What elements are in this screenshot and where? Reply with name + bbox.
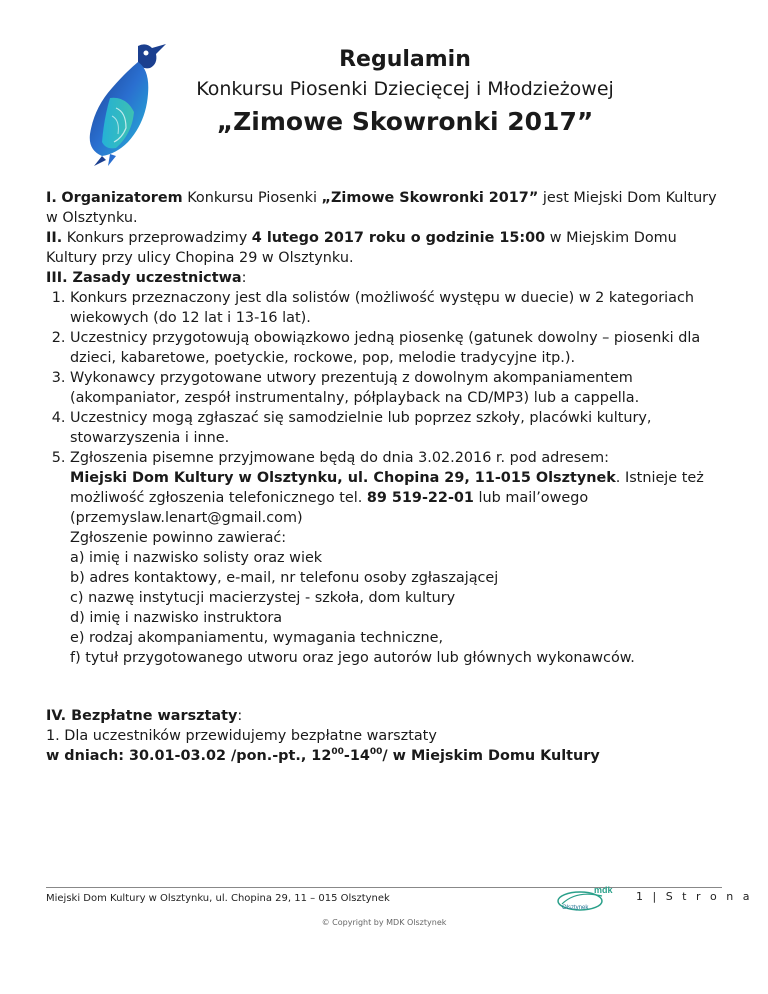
page-indicator — [636, 890, 752, 903]
requirements-intro: Zgłoszenie powinno zawierać: — [70, 530, 287, 546]
rules-heading: III. Zasady uczestnictwa — [46, 270, 242, 286]
requirement-item: c) nazwę instytucji macierzystej - szkoła, dom kultury — [70, 590, 456, 606]
rule-item-4: 4. Uczestnicy mogą zgłaszać się samodzielnie lub poprzez szkoły, placówki kultury, stowarzyszenia i inne. — [70, 408, 726, 448]
rule-item-2: 2. Uczestnicy przygotowują obowiązkowo jedną piosenkę (gatunek dowolny – piosenki dla dzieci, kabaretowe, poetyckie, rockowe, pop, melodie tradycyjne itp.). — [70, 328, 726, 368]
requirement-item: b) adres kontaktowy, e-mail, nr telefonu osoby zgłaszającej — [70, 570, 499, 586]
rules-list — [46, 288, 726, 668]
rule-item-3: 3. Wykonawcy przygotowane utwory prezentują z dowolnym akompaniamentem (akompaniator, zespół instrumentalny, półplayback na CD/MP3) lub a cappella. — [70, 368, 726, 408]
section-date — [46, 228, 726, 268]
document-header — [190, 44, 620, 138]
rule-item-5 — [70, 448, 726, 668]
date-text-2: w Miejskim Domu Kultury przy ulicy Chopina 29 w Olsztynku. — [46, 230, 677, 266]
requirement-item: d) imię i nazwisko instruktora — [70, 610, 283, 626]
workshops-dates-c: / w Miejskim Domu Kultury — [382, 748, 600, 764]
requirement-item: f) tytuł przygotowanego utworu oraz jego autorów lub głównych wykonawców. — [70, 650, 635, 666]
document-subtitle: Konkursu Piosenki Dziecięcej i Młodzieżowej — [196, 78, 614, 100]
event-date: 4 lutego 2017 roku o godzinie 15:00 — [251, 230, 546, 246]
workshops-sup-1: 00 — [331, 747, 344, 758]
page-number: 1 — [636, 890, 646, 903]
requirement-item: e) rodzaj akompaniamentu, wymagania techniczne, — [70, 630, 444, 646]
section-number: II. — [46, 230, 63, 246]
mdk-logo-subtext: Olsztynek — [562, 905, 589, 911]
mdk-logo-icon — [556, 884, 618, 912]
section-organizer — [46, 188, 726, 228]
submission-text-3: lub mail’owego (przemyslaw.lenart@gmail.com) — [70, 490, 589, 526]
organizer-text-1: Konkursu Piosenki — [182, 190, 322, 206]
organizer-event-name: „Zimowe Skowronki 2017” — [321, 190, 539, 206]
event-name: „Zimowe Skowronki 2017” — [216, 107, 594, 136]
section-workshops — [46, 706, 726, 766]
rule-item-1: 1. Konkurs przeznaczony jest dla solistów (możliwość występu w duecie) w 2 kategoriach wiekowych (do 12 lat i 13-16 lat). — [70, 288, 726, 328]
organizer-label: Organizatorem — [61, 190, 183, 206]
section-number: I. — [46, 190, 57, 206]
workshops-sup-2: 00 — [369, 747, 383, 758]
workshops-heading: IV. Bezpłatne warsztaty — [46, 708, 238, 724]
rules-heading-colon: : — [241, 270, 247, 286]
workshops-line-1: 1. Dla uczestników przewidujemy bezpłatne warsztaty — [46, 728, 437, 744]
date-text-1: Konkurs przeprowadzimy — [62, 230, 252, 246]
copyright-notice: © Copyright by MDK Olsztynek — [321, 918, 447, 927]
requirement-item: a) imię i nazwisko solisty oraz wiek — [70, 550, 323, 566]
organizer-text-2: jest Miejski Dom Kultury w Olsztynku. — [46, 190, 717, 226]
workshops-dates-a: w dniach: 30.01-03.02 /pon.-pt., 12 — [46, 748, 332, 764]
footer-divider — [46, 887, 722, 888]
workshops-dates — [46, 746, 726, 766]
page-label: | S t r o n a — [652, 890, 753, 903]
mdk-logo-text: mdk — [594, 885, 613, 895]
footer-address: Miejski Dom Kultury w Olsztynku, ul. Chopina 29, 11 – 015 Olsztynek — [46, 893, 390, 904]
document-title: Regulamin — [339, 47, 471, 72]
requirements-list — [70, 528, 726, 668]
submission-address: Miejski Dom Kultury w Olsztynku, ul. Chopina 29, 11-015 Olsztynek — [70, 470, 616, 486]
submission-text-2: . Istnieje też możliwość zgłoszenia telefonicznego tel. — [70, 470, 704, 506]
workshops-dates-b: -14 — [343, 748, 370, 764]
submission-phone: 89 519-22-01 — [366, 490, 474, 506]
section-rules — [46, 268, 726, 668]
submission-text-1: Zgłoszenia pisemne przyjmowane będą do dnia 3.02.2016 r. pod adresem: — [70, 450, 609, 466]
bird-logo-icon — [76, 38, 172, 168]
workshops-heading-colon: : — [237, 708, 243, 724]
document-body — [46, 188, 726, 766]
